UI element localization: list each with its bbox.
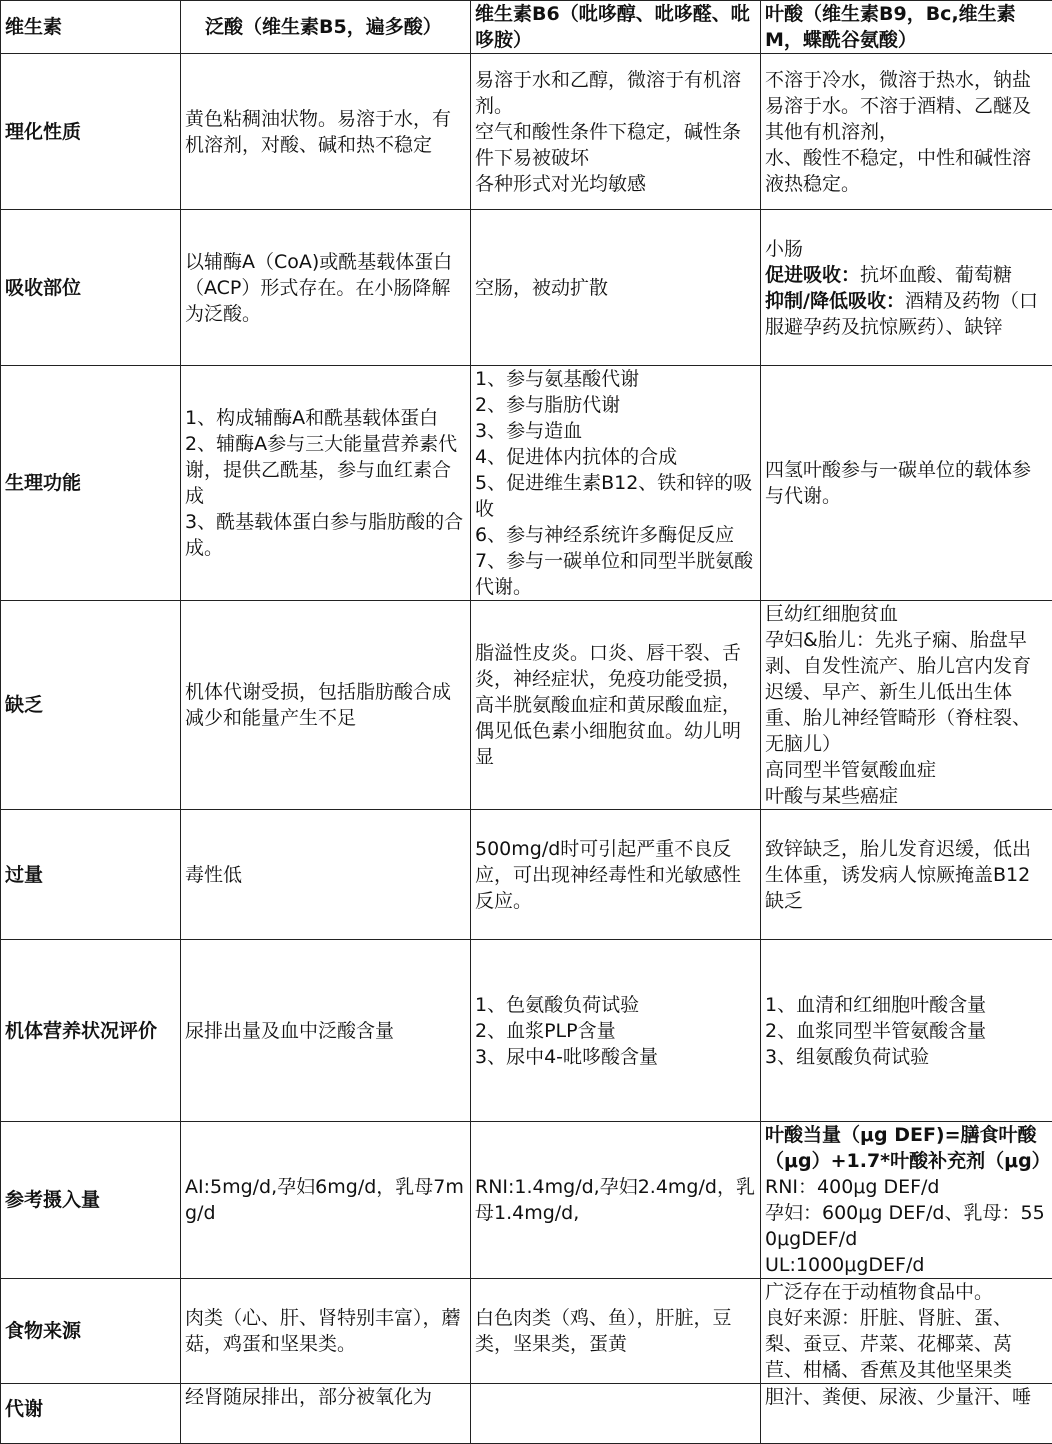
cell-text: 2、参与脂肪代谢 [475, 392, 756, 418]
cell-b5 [181, 54, 471, 210]
cell-b9 [761, 54, 1052, 210]
table-row [1, 54, 1052, 210]
cell-text: 3、尿中4-吡哆酸含量 [475, 1044, 756, 1070]
cell-text: 白色肉类（鸡、鱼），肝脏，豆类，坚果类，蛋黄 [475, 1305, 756, 1357]
row-label: 参考摄入量 [1, 1122, 181, 1279]
row-label: 理化性质 [1, 54, 181, 210]
cell-text: 1、血清和红细胞叶酸含量 [765, 992, 1048, 1018]
cell-b5 [181, 1384, 471, 1444]
cell-text: 空气和酸性条件下稳定，碱性条件下易被破坏 [475, 119, 756, 171]
cell-text: 以辅酶A（CoA)或酰基载体蛋白（ACP）形式存在。在小肠降解为泛酸。 [185, 249, 466, 327]
cell-b9 [761, 210, 1052, 366]
bold-label: 促进吸收： [765, 264, 860, 286]
cell-text: 不溶于冷水，微溶于热水，钠盐易溶于水。不溶于酒精、乙醚及其他有机溶剂， [765, 67, 1048, 145]
cell-b9 [761, 366, 1052, 601]
cell-text [765, 262, 1048, 288]
cell-text: 广泛存在于动植物食品中。 [765, 1279, 1048, 1305]
header-vitamin: 维生素 [1, 1, 181, 54]
cell-b9 [761, 810, 1052, 940]
cell-b6 [471, 54, 761, 210]
cell-text: 肉类（心、肝、肾特别丰富），蘑菇，鸡蛋和坚果类。 [185, 1305, 466, 1357]
header-b9: 叶酸（维生素B9，Bc,维生素M，蝶酰谷氨酸） [761, 1, 1052, 54]
row-label: 过量 [1, 810, 181, 940]
cell-b6 [471, 940, 761, 1122]
table-row [1, 1384, 1052, 1444]
cell-text: 3、参与造血 [475, 418, 756, 444]
bold-label: 抑制/降低吸收： [765, 290, 905, 312]
cell-text: 经肾随尿排出，部分被氧化为 [185, 1384, 466, 1410]
cell-text: UL:1000μgDEF/d [765, 1252, 1048, 1278]
row-label: 代谢 [1, 1384, 181, 1444]
cell-b5 [181, 810, 471, 940]
cell-b6 [471, 366, 761, 601]
cell-b5 [181, 940, 471, 1122]
cell-b6 [471, 601, 761, 810]
cell-text: 6、参与神经系统许多酶促反应 [475, 522, 756, 548]
cell-text [765, 288, 1048, 340]
cell-text: 1、色氨酸负荷试验 [475, 992, 756, 1018]
cell-text: 叶酸与某些癌症 [765, 783, 1048, 809]
cell-b6 [471, 210, 761, 366]
cell-text: 叶酸当量（μg DEF)=膳食叶酸（μg）+1.7*叶酸补充剂（μg） [765, 1122, 1048, 1174]
cell-b5 [181, 366, 471, 601]
cell-text: 3、酰基载体蛋白参与脂肪酸的合成。 [185, 509, 466, 561]
cell-text: 小肠 [765, 236, 1048, 262]
cell-b9 [761, 940, 1052, 1122]
table-row [1, 1122, 1052, 1279]
table-row [1, 210, 1052, 366]
cell-text: 四氢叶酸参与一碳单位的载体参与代谢。 [765, 457, 1048, 509]
cell-text: 抗坏血酸、葡萄糖 [860, 264, 1012, 286]
cell-text: 孕妇&胎儿：先兆子痫、胎盘早剥、自发性流产、胎儿宫内发育迟缓、早产、新生儿低出生体重、胎儿神经管畸形（脊柱裂、无脑儿） [765, 627, 1048, 757]
cell-text: 致锌缺乏，胎儿发育迟缓，低出生体重，诱发病人惊厥掩盖B12缺乏 [765, 836, 1048, 914]
cell-text: 尿排出量及血中泛酸含量 [185, 1018, 466, 1044]
row-label: 机体营养状况评价 [1, 940, 181, 1122]
cell-b5 [181, 1279, 471, 1384]
cell-text: 高同型半管氨酸血症 [765, 757, 1048, 783]
header-b6: 维生素B6（吡哆醇、吡哆醛、吡哆胺） [471, 1, 761, 54]
cell-text: 酒精及药物（口服避孕药及抗惊厥药）、缺锌 [765, 290, 1038, 338]
cell-text: 易溶于水和乙醇，微溶于有机溶剂。 [475, 67, 756, 119]
cell-text: 2、辅酶A参与三大能量营养素代谢，提供乙酰基，参与血红素合成 [185, 431, 466, 509]
cell-text: 1、参与氨基酸代谢 [475, 366, 756, 392]
cell-text: 7、参与一碳单位和同型半胱氨酸代谢。 [475, 548, 756, 600]
cell-text: RNI：400μg DEF/d [765, 1174, 1048, 1200]
cell-text: 毒性低 [185, 862, 466, 888]
cell-b6 [471, 1122, 761, 1279]
row-label: 缺乏 [1, 601, 181, 810]
header-b5: 泛酸（维生素B5，遍多酸） [181, 1, 471, 54]
cell-text: 4、促进体内抗体的合成 [475, 444, 756, 470]
cell-text: 2、血浆同型半管氨酸含量 [765, 1018, 1048, 1044]
cell-text: 各种形式对光均敏感 [475, 171, 756, 197]
cell-b6 [471, 810, 761, 940]
cell-b9 [761, 1279, 1052, 1384]
cell-text: 1、构成辅酶A和酰基载体蛋白 [185, 405, 466, 431]
cell-text: 良好来源：肝脏、肾脏、蛋、梨、蚕豆、芹菜、花椰菜、莴苣、柑橘、香蕉及其他坚果类 [765, 1305, 1048, 1383]
cell-text: AI:5mg/d,孕妇6mg/d，乳母7mg/d [185, 1174, 466, 1226]
cell-text: 5、促进维生素B12、铁和锌的吸收 [475, 470, 756, 522]
cell-text: 水、酸性不稳定，中性和碱性溶液热稳定。 [765, 145, 1048, 197]
cell-text: 2、血浆PLP含量 [475, 1018, 756, 1044]
cell-text: 机体代谢受损，包括脂肪酸合成减少和能量产生不足 [185, 679, 466, 731]
cell-b9 [761, 601, 1052, 810]
cell-text: 空肠，被动扩散 [475, 275, 756, 301]
cell-text: 黄色粘稠油状物。易溶于水，有机溶剂，对酸、碱和热不稳定 [185, 106, 466, 158]
cell-text: RNI:1.4mg/d,孕妇2.4mg/d，乳母1.4mg/d, [475, 1174, 756, 1226]
cell-text: 脂溢性皮炎。口炎、唇干裂、舌炎，神经症状，免疫功能受损，高半胱氨酸血症和黄尿酸血症，偶见低色素小细胞贫血。幼儿明显 [475, 640, 756, 770]
cell-b9 [761, 1122, 1052, 1279]
cell-b6 [471, 1279, 761, 1384]
cell-b6 [471, 1384, 761, 1444]
cell-text: 500mg/d时可引起严重不良反应，可出现神经毒性和光敏感性反应。 [475, 836, 756, 914]
table-row [1, 940, 1052, 1122]
table-row [1, 1279, 1052, 1384]
cell-b9 [761, 1384, 1052, 1444]
cell-text: 3、组氨酸负荷试验 [765, 1044, 1048, 1070]
cell-b5 [181, 601, 471, 810]
row-label: 生理功能 [1, 366, 181, 601]
row-label: 食物来源 [1, 1279, 181, 1384]
cell-text: 巨幼红细胞贫血 [765, 601, 1048, 627]
row-label: 吸收部位 [1, 210, 181, 366]
table-header-row [1, 1, 1052, 54]
cell-b5 [181, 1122, 471, 1279]
table-row [1, 366, 1052, 601]
cell-text: 胆汁、粪便、尿液、少量汗、唾 [765, 1384, 1048, 1410]
cell-b5 [181, 210, 471, 366]
table-row [1, 601, 1052, 810]
cell-text: 孕妇：600μg DEF/d、乳母：550μgDEF/d [765, 1200, 1048, 1252]
table-row [1, 810, 1052, 940]
